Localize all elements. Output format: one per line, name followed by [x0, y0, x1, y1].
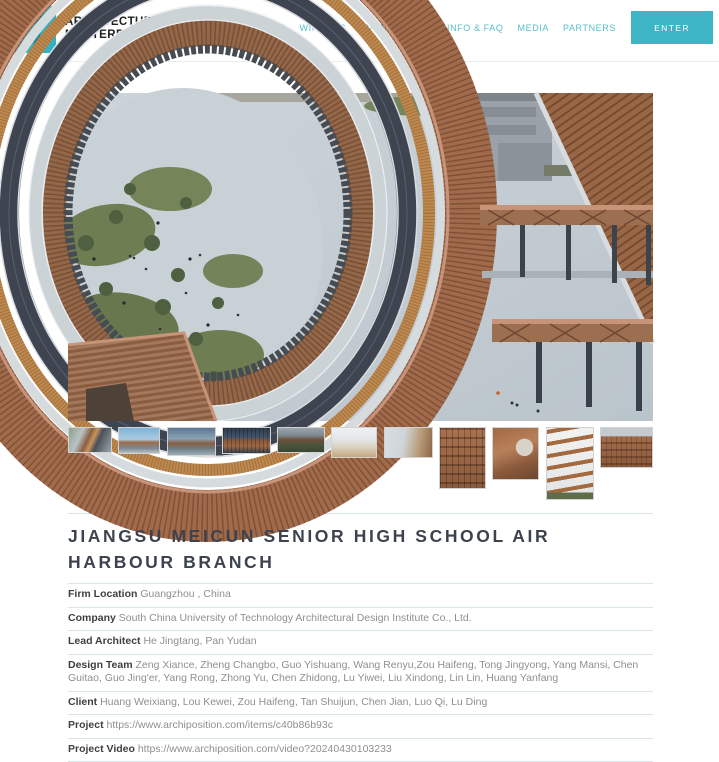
thumb-building-waterfront[interactable]: [167, 427, 216, 456]
detail-value: Zeng Xiance, Zheng Changbo, Guo Yishuang, Wang Renyu,Zou Haifeng, Tong Jingyong, Yang Mansi, Chen Guitao, Guo Jing'er, Yang Rong, Zhong Yu, Chen Zhidong, Lu Yiwei, Liu Xindong, Lin Lin, Huang Yanfang: [68, 659, 638, 685]
detail-row-project: [68, 714, 653, 738]
detail-label: Project: [68, 719, 104, 731]
project-page: [68, 93, 653, 762]
nav-item-jury[interactable]: JURY: [407, 23, 433, 33]
detail-value: Huang Weixiang, Lou Kewei, Zou Haifeng, Tan Shuijun, Chen Jian, Luo Qi, Lu Ding: [100, 696, 487, 708]
thumb-facade-grid-closeup[interactable]: [439, 427, 486, 489]
thumb-dark-striped-facade[interactable]: [222, 427, 271, 454]
enter-button[interactable]: ENTER: [631, 11, 713, 44]
detail-label: Company: [68, 612, 116, 624]
nav-item-event[interactable]: EVENT: [360, 23, 393, 33]
project-details-table: [68, 583, 653, 762]
thumb-spiral-stairs[interactable]: [492, 427, 539, 480]
thumb-building-with-trees[interactable]: [277, 427, 325, 453]
main-project-photo: [68, 93, 653, 421]
nav-item-awards[interactable]: AWARDS: [243, 23, 285, 33]
project-title: JIANGSU MEICUN SENIOR HIGH SCHOOL AIR HARBOUR BRANCH: [68, 523, 653, 575]
detail-value: He Jingtang, Pan Yudan: [143, 635, 256, 647]
thumb-bright-interior[interactable]: [331, 427, 377, 458]
detail-link[interactable]: https://www.archiposition.com/items/c40b86b93c: [107, 719, 333, 731]
nav-item-info-faq[interactable]: INFO & FAQ: [447, 23, 504, 33]
detail-value: South China University of Technology Architectural Design Institute Co., Ltd.: [119, 612, 472, 624]
detail-row-project-video: [68, 738, 653, 762]
detail-label: Design Team: [68, 659, 133, 671]
thumb-white-tower-stairs[interactable]: [546, 427, 594, 500]
thumb-building-blue-sky[interactable]: [118, 427, 160, 454]
detail-row-company: [68, 607, 653, 631]
thumb-atrium-interior[interactable]: [384, 427, 433, 458]
detail-link[interactable]: https://www.archiposition.com/video?20240430103233: [138, 743, 392, 755]
brand-name-line1: ARCHITECTURE: [65, 16, 161, 29]
detail-row-firm-location: [68, 583, 653, 607]
detail-value: Guangzhou , China: [140, 588, 230, 600]
detail-label: Project Video: [68, 743, 135, 755]
detail-row-client: [68, 691, 653, 715]
detail-row-design-team: [68, 654, 653, 691]
nav-item-media[interactable]: MEDIA: [518, 23, 550, 33]
detail-label: Lead Architect: [68, 635, 141, 647]
detail-label: Firm Location: [68, 588, 137, 600]
thumb-building-elevation[interactable]: [600, 427, 653, 468]
thumb-aerial-curved-walkway[interactable]: [68, 427, 112, 453]
detail-label: Client: [68, 696, 97, 708]
nav-item-winners[interactable]: WINNERS: [300, 23, 347, 33]
brand-name-line2: MASTERPRIZE: [65, 29, 161, 42]
detail-row-lead-architect: [68, 630, 653, 654]
nav-item-partners[interactable]: PARTNERS: [563, 23, 616, 33]
